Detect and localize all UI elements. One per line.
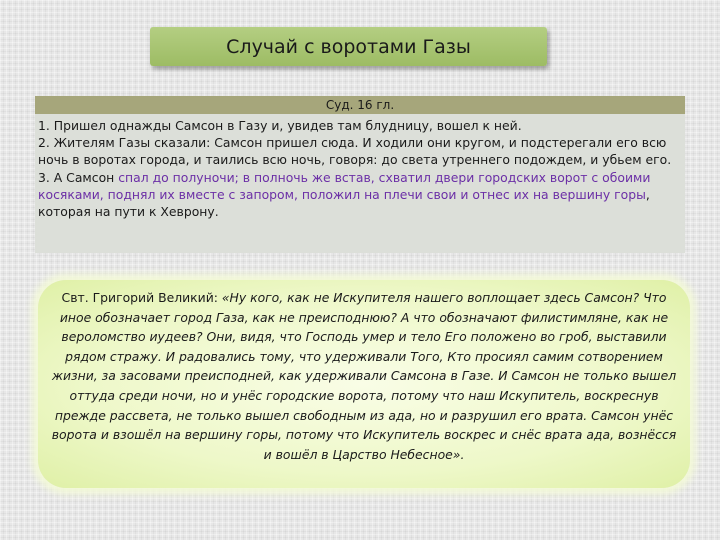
- verse-2: 2. Жителям Газы сказали: Самсон пришел сюда. И ходили они кругом, и подстерегали его всю ночь в воротах города, и таились всю ночь, говоря: до света утреннего подождем, и убьем его.: [38, 135, 672, 168]
- verse-3: [38, 169, 682, 221]
- quote-author: Свт. Григорий Великий:: [61, 290, 222, 305]
- verse-1: 1. Пришел однажды Самсон в Газу и, увидев там блудницу, вошел к ней.: [38, 118, 522, 133]
- slide-title: [150, 27, 547, 66]
- scripture-reference: Суд. 16 гл.: [325, 98, 395, 112]
- quote-paragraph: [50, 288, 678, 464]
- verse-3-highlight: спал до полуночи; в полночь же встав, схватил двери городских ворот с обоими косяками, поднял их вместе с запором, положил на плечи свои и отнес их на вершину горы: [38, 169, 651, 202]
- scripture-panel: [35, 96, 685, 253]
- patristic-quote-box: [38, 280, 690, 488]
- slide-title-text: Случай с воротами Газы: [226, 35, 471, 58]
- scripture-verses: [35, 114, 685, 220]
- verse-3-end: , которая на пути к Хеврону.: [38, 186, 650, 220]
- verse-3-start: 3. А Самсон: [38, 169, 119, 185]
- scripture-reference-bar: [35, 96, 685, 114]
- quote-text: «Ну кого, как не Искупителя нашего воплощает здесь Самсон? Что иное обозначает город Газа, как не преисподнюю? А что обозначают филистимляне, как не вероломство иудеев? Они, видя, что Господь умер и тело Его положено во гроб, выставили рядом стражу. И радовались тому, что удерживали Того, Кто просиял самим сотворением жизни, за засовами преисподней, как удерживали Самсона в Газе. И Самсон не только вышел оттуда среди ночи, но и унёс городские ворота, потому что наш Искупитель, воскреснув прежде рассвета, не только вышел свободным из ада, но и разрушил его врата. Самсон унёс ворота и взошёл на вершину горы, потому что Искупитель воскрес и снёс врата ада, вознёсся и вошёл в Царство Небесное».: [51, 290, 677, 462]
